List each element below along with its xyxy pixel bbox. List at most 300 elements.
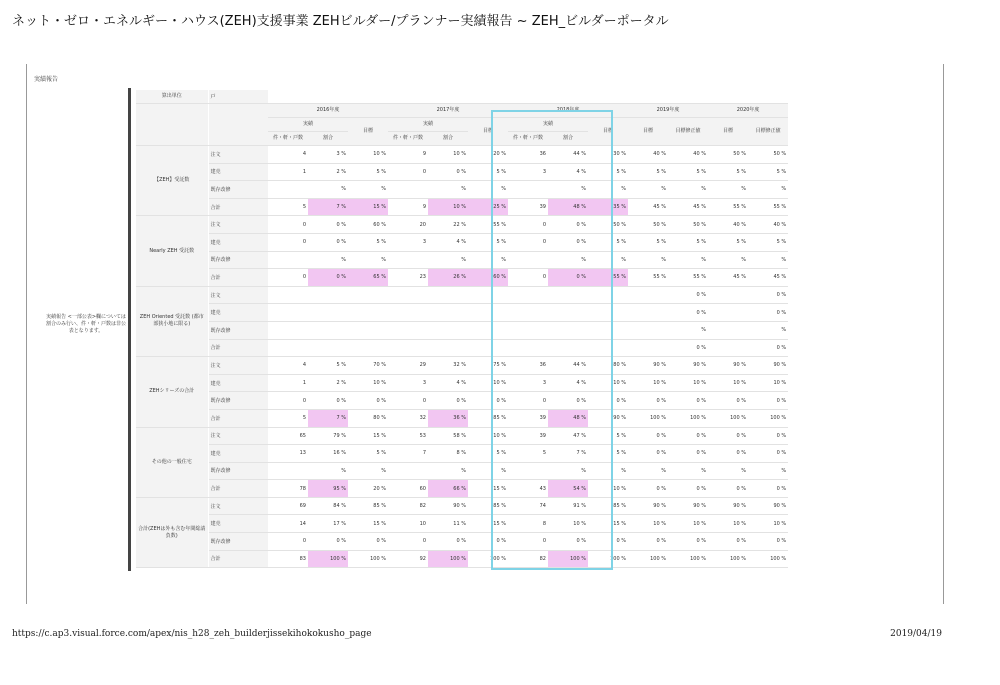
table-cell: 55 % bbox=[668, 269, 708, 287]
table-cell: 0 % bbox=[348, 392, 388, 410]
table-row bbox=[136, 445, 788, 463]
table-cell bbox=[548, 339, 588, 357]
target-2016: 目標 bbox=[348, 118, 388, 146]
table-cell: 0 bbox=[268, 392, 308, 410]
table-cell bbox=[388, 251, 428, 269]
table-cell: 7 bbox=[388, 445, 428, 463]
table-cell: 1 bbox=[268, 163, 308, 181]
row-label: 合計 bbox=[208, 409, 268, 427]
footer-date: 2019/04/19 bbox=[890, 629, 942, 639]
table-cell: 0 % bbox=[628, 392, 668, 410]
table-cell: 79 % bbox=[308, 427, 348, 445]
table-cell: 0 % bbox=[348, 533, 388, 551]
table-cell: 0 % bbox=[308, 269, 348, 287]
table-cell: 55 % bbox=[708, 198, 748, 216]
table-cell: 0 bbox=[268, 533, 308, 551]
table-cell: 45 % bbox=[628, 198, 668, 216]
table-cell: 0 % bbox=[748, 392, 788, 410]
table-cell: 35 % bbox=[588, 198, 628, 216]
table-cell: 23 bbox=[388, 269, 428, 287]
table-row bbox=[136, 146, 788, 164]
table-cell: 14 bbox=[268, 515, 308, 533]
table-cell: 5 % bbox=[348, 445, 388, 463]
ratio-2018: 割合 bbox=[548, 132, 588, 146]
table-cell bbox=[428, 286, 468, 304]
row-label: 注文 bbox=[208, 427, 268, 445]
table-cell: 5 % bbox=[708, 233, 748, 251]
table-cell bbox=[628, 339, 668, 357]
table-cell: % bbox=[668, 462, 708, 480]
table-cell: 5 % bbox=[748, 163, 788, 181]
target-rev-2019: 目標修正値 bbox=[668, 118, 708, 146]
table-cell: 75 % bbox=[468, 357, 508, 375]
table-cell: 58 % bbox=[428, 427, 468, 445]
group-label: その他の一般住宅 bbox=[136, 427, 208, 497]
row-label: 注文 bbox=[208, 497, 268, 515]
table-cell bbox=[388, 321, 428, 339]
table-cell: 0 % bbox=[428, 163, 468, 181]
table-cell: 5 % bbox=[348, 163, 388, 181]
table-cell: 100 % bbox=[348, 550, 388, 568]
table-cell bbox=[508, 462, 548, 480]
table-cell bbox=[468, 321, 508, 339]
table-cell: 0 % bbox=[668, 392, 708, 410]
table-cell: 0 % bbox=[668, 480, 708, 498]
table-cell: 100 % bbox=[668, 550, 708, 568]
row-label: 既存改修 bbox=[208, 462, 268, 480]
table-cell: 85 % bbox=[588, 497, 628, 515]
table-cell: 15 % bbox=[348, 515, 388, 533]
table-cell bbox=[548, 304, 588, 322]
page-title: ネット・ゼロ・エネルギー・ハウス(ZEH)支援事業 ZEHビルダー/プランナー実績報告 ~ ZEH_ビルダーポータル bbox=[12, 14, 669, 29]
table-cell: 90 % bbox=[668, 497, 708, 515]
table-cell: 90 % bbox=[428, 497, 468, 515]
row-label: 建売 bbox=[208, 445, 268, 463]
table-cell: 80 % bbox=[348, 409, 388, 427]
row-label: 既存改修 bbox=[208, 251, 268, 269]
row-label: 注文 bbox=[208, 286, 268, 304]
table-cell: 0 bbox=[268, 216, 308, 234]
table-cell: 48 % bbox=[548, 198, 588, 216]
table-row bbox=[136, 216, 788, 234]
table-cell: 0 % bbox=[588, 392, 628, 410]
table-cell: 50 % bbox=[628, 216, 668, 234]
table-cell: 0 % bbox=[748, 427, 788, 445]
group-label: 【ZEH】受託数 bbox=[136, 146, 208, 216]
table-cell: 3 bbox=[508, 163, 548, 181]
table-cell bbox=[588, 339, 628, 357]
table-cell: 15 % bbox=[588, 515, 628, 533]
table-cell: 0 % bbox=[708, 445, 748, 463]
table-row bbox=[136, 357, 788, 375]
table-cell: % bbox=[348, 181, 388, 199]
table-cell: 7 % bbox=[308, 198, 348, 216]
table-cell: 5 % bbox=[628, 233, 668, 251]
table-cell: % bbox=[428, 462, 468, 480]
table-cell: 0 % bbox=[548, 392, 588, 410]
table-cell: 95 % bbox=[308, 480, 348, 498]
jisseki-2017: 実績 bbox=[388, 118, 468, 132]
table-row bbox=[136, 339, 788, 357]
table-cell: 26 % bbox=[428, 269, 468, 287]
year-2018: 2018年度 bbox=[508, 104, 628, 118]
table-cell: 5 % bbox=[468, 163, 508, 181]
table-cell: 40 % bbox=[668, 146, 708, 164]
table-cell: % bbox=[308, 462, 348, 480]
table-cell: % bbox=[628, 251, 668, 269]
table-cell: % bbox=[428, 251, 468, 269]
table-cell bbox=[708, 339, 748, 357]
table-cell: 32 % bbox=[428, 357, 468, 375]
table-row bbox=[136, 198, 788, 216]
target-2020: 目標 bbox=[708, 118, 748, 146]
row-label: 合計 bbox=[208, 198, 268, 216]
table-cell: 70 % bbox=[348, 357, 388, 375]
group-label: Nearly ZEH 受託数 bbox=[136, 216, 208, 286]
table-cell bbox=[268, 339, 308, 357]
table-cell bbox=[348, 304, 388, 322]
table-cell: 84 % bbox=[308, 497, 348, 515]
table-cell: 10 % bbox=[588, 374, 628, 392]
table-cell: 0 bbox=[388, 392, 428, 410]
table-cell: % bbox=[668, 181, 708, 199]
table-cell: 0 bbox=[388, 533, 428, 551]
table-cell: 55 % bbox=[748, 198, 788, 216]
table-cell: 85 % bbox=[348, 497, 388, 515]
table-cell bbox=[508, 321, 548, 339]
group-label: ZEHシリーズの合計 bbox=[136, 357, 208, 427]
table-cell: 36 bbox=[508, 357, 548, 375]
table-row bbox=[136, 409, 788, 427]
table-cell bbox=[268, 304, 308, 322]
table-cell: 44 % bbox=[548, 357, 588, 375]
table-cell: 100 % bbox=[748, 409, 788, 427]
table-cell: 0 % bbox=[748, 286, 788, 304]
table-row bbox=[136, 233, 788, 251]
table-cell: 0 % bbox=[548, 269, 588, 287]
table-cell: 83 bbox=[268, 550, 308, 568]
table-cell bbox=[468, 286, 508, 304]
table-cell bbox=[428, 321, 468, 339]
table-cell: 45 % bbox=[668, 198, 708, 216]
table-cell: 0 % bbox=[468, 392, 508, 410]
table-cell: 55 % bbox=[628, 269, 668, 287]
table-cell: % bbox=[708, 462, 748, 480]
table-cell: 10 % bbox=[748, 374, 788, 392]
table-cell: 100 % bbox=[588, 550, 628, 568]
table-cell: 10 % bbox=[468, 374, 508, 392]
table-cell: 0 % bbox=[548, 533, 588, 551]
table-cell: 60 bbox=[388, 480, 428, 498]
table-cell: 13 bbox=[268, 445, 308, 463]
table-cell bbox=[628, 304, 668, 322]
table-cell: 9 bbox=[388, 146, 428, 164]
table-cell: 10 bbox=[388, 515, 428, 533]
table-row bbox=[136, 392, 788, 410]
table-cell bbox=[308, 321, 348, 339]
table-cell bbox=[268, 321, 308, 339]
table-cell: 5 % bbox=[588, 163, 628, 181]
table-cell: 39 bbox=[508, 198, 548, 216]
table-cell: 3 bbox=[388, 374, 428, 392]
section-label: 実績報告 bbox=[34, 76, 59, 83]
table-cell: % bbox=[628, 181, 668, 199]
table-cell bbox=[548, 286, 588, 304]
table-cell: 80 % bbox=[588, 357, 628, 375]
table-cell: 25 % bbox=[468, 198, 508, 216]
table-cell: 10 % bbox=[468, 427, 508, 445]
table-row bbox=[136, 427, 788, 445]
table-cell: 50 % bbox=[708, 146, 748, 164]
table-cell: 55 % bbox=[588, 269, 628, 287]
table-cell: 0 % bbox=[668, 304, 708, 322]
table-cell: 100 % bbox=[468, 550, 508, 568]
table-cell: 10 % bbox=[628, 515, 668, 533]
table-cell: 0 % bbox=[308, 216, 348, 234]
table-cell: 10 % bbox=[348, 374, 388, 392]
table-cell: 60 % bbox=[348, 216, 388, 234]
table-cell bbox=[388, 304, 428, 322]
table-cell: 50 % bbox=[588, 216, 628, 234]
table-cell: 5 bbox=[268, 409, 308, 427]
table-cell bbox=[388, 462, 428, 480]
table-cell: 8 % bbox=[428, 445, 468, 463]
table-cell: 36 % bbox=[428, 409, 468, 427]
table-cell bbox=[388, 339, 428, 357]
table-cell: 60 % bbox=[468, 269, 508, 287]
table-cell bbox=[628, 321, 668, 339]
table-cell: 45 % bbox=[708, 269, 748, 287]
table-cell: 90 % bbox=[748, 497, 788, 515]
table-row bbox=[136, 515, 788, 533]
year-2020: 2020年度 bbox=[708, 104, 788, 118]
target-2019: 目標 bbox=[628, 118, 668, 146]
table-cell: 5 % bbox=[468, 233, 508, 251]
table-cell: 48 % bbox=[548, 409, 588, 427]
table-cell: 100 % bbox=[708, 550, 748, 568]
table-cell: 0 bbox=[508, 392, 548, 410]
table-cell: 90 % bbox=[668, 357, 708, 375]
ratio-2017: 割合 bbox=[428, 132, 468, 146]
table-row bbox=[136, 321, 788, 339]
table-cell: 7 % bbox=[548, 445, 588, 463]
table-cell: 0 % bbox=[668, 339, 708, 357]
row-label: 合計 bbox=[208, 480, 268, 498]
table-cell bbox=[308, 304, 348, 322]
table-cell: 22 % bbox=[428, 216, 468, 234]
table-cell: 85 % bbox=[468, 497, 508, 515]
table-cell: 0 bbox=[388, 163, 428, 181]
year-2017: 2017年度 bbox=[388, 104, 508, 118]
table-cell: % bbox=[548, 462, 588, 480]
table-row bbox=[136, 251, 788, 269]
table-cell: 66 % bbox=[428, 480, 468, 498]
table-cell: 10 % bbox=[628, 374, 668, 392]
table-cell: 0 % bbox=[468, 533, 508, 551]
table-cell: 0 % bbox=[308, 392, 348, 410]
table-cell: 54 % bbox=[548, 480, 588, 498]
table-cell: 5 % bbox=[308, 357, 348, 375]
table-cell: 40 % bbox=[748, 216, 788, 234]
table-cell: 0 % bbox=[708, 427, 748, 445]
table-cell bbox=[508, 339, 548, 357]
table-cell: 0 % bbox=[628, 427, 668, 445]
table-cell: 100 % bbox=[428, 550, 468, 568]
table-cell: 45 % bbox=[748, 269, 788, 287]
table-cell: % bbox=[588, 181, 628, 199]
table-cell: 15 % bbox=[468, 480, 508, 498]
table-cell bbox=[268, 181, 308, 199]
table-cell: 20 % bbox=[468, 146, 508, 164]
table-cell: % bbox=[588, 462, 628, 480]
table-cell bbox=[268, 251, 308, 269]
table-cell: 15 % bbox=[348, 427, 388, 445]
unit-row bbox=[136, 90, 788, 104]
table-cell: 30 % bbox=[588, 146, 628, 164]
table-cell: 0 % bbox=[628, 480, 668, 498]
ratio-2016: 割合 bbox=[308, 132, 348, 146]
table-cell: 4 bbox=[268, 357, 308, 375]
table-cell: 50 % bbox=[668, 216, 708, 234]
table-cell: 0 % bbox=[748, 480, 788, 498]
table-cell: 0 % bbox=[748, 339, 788, 357]
table-cell: % bbox=[748, 181, 788, 199]
table-cell: 15 % bbox=[468, 515, 508, 533]
table-cell: % bbox=[468, 251, 508, 269]
table-cell bbox=[628, 286, 668, 304]
table-cell bbox=[308, 286, 348, 304]
footer-url: https://c.ap3.visual.force.com/apex/nis_h28_zeh_builderjissekihokokusho_page bbox=[12, 629, 372, 639]
table-row bbox=[136, 269, 788, 287]
target-rev-2020: 目標修正値 bbox=[748, 118, 788, 146]
table-cell: 10 % bbox=[668, 374, 708, 392]
table-cell bbox=[348, 339, 388, 357]
table-cell: 40 % bbox=[708, 216, 748, 234]
count-2016: 件・軒・戸数 bbox=[268, 132, 308, 146]
table-cell: 85 % bbox=[468, 409, 508, 427]
table-cell: 0 % bbox=[668, 533, 708, 551]
table-cell: 0 % bbox=[668, 427, 708, 445]
table-cell: % bbox=[348, 462, 388, 480]
table-cell: 0 bbox=[268, 269, 308, 287]
table-row bbox=[136, 462, 788, 480]
table-cell: 4 % bbox=[428, 374, 468, 392]
table-row bbox=[136, 497, 788, 515]
row-label: 合計 bbox=[208, 339, 268, 357]
row-label: 注文 bbox=[208, 357, 268, 375]
table-cell: 4 % bbox=[548, 374, 588, 392]
table-cell: 90 % bbox=[708, 497, 748, 515]
table-cell: 5 bbox=[268, 198, 308, 216]
count-2017: 件・軒・戸数 bbox=[388, 132, 428, 146]
table-cell bbox=[508, 304, 548, 322]
table-cell: 74 bbox=[508, 497, 548, 515]
jisseki-2018: 実績 bbox=[508, 118, 588, 132]
table-cell: 100 % bbox=[628, 550, 668, 568]
table-cell: 69 bbox=[268, 497, 308, 515]
table-cell: 10 % bbox=[708, 515, 748, 533]
year-2019: 2019年度 bbox=[628, 104, 708, 118]
table-cell: % bbox=[548, 181, 588, 199]
table-cell: 20 bbox=[388, 216, 428, 234]
table-cell bbox=[268, 286, 308, 304]
table-cell: 7 % bbox=[308, 409, 348, 427]
table-cell: 4 % bbox=[548, 163, 588, 181]
table-cell: 5 % bbox=[628, 163, 668, 181]
table-cell: % bbox=[468, 462, 508, 480]
unit-value: 戸 bbox=[208, 90, 268, 104]
table-cell: 55 % bbox=[468, 216, 508, 234]
table-cell: % bbox=[588, 251, 628, 269]
table-cell: 0 % bbox=[548, 216, 588, 234]
table-cell: 10 % bbox=[748, 515, 788, 533]
table-cell: 2 % bbox=[308, 163, 348, 181]
table-cell: 0 bbox=[508, 233, 548, 251]
table-cell bbox=[388, 286, 428, 304]
side-note: 実績報告 <一部公表>欄については割合のみ行い、件・軒・戸数は非公表となります。 bbox=[46, 314, 127, 334]
table-cell: 78 bbox=[268, 480, 308, 498]
table-cell: 90 % bbox=[708, 357, 748, 375]
table-cell: 20 % bbox=[348, 480, 388, 498]
table-cell: % bbox=[428, 181, 468, 199]
table-cell: 44 % bbox=[548, 146, 588, 164]
table-cell: 0 % bbox=[588, 533, 628, 551]
table-cell: 65 bbox=[268, 427, 308, 445]
year-2016: 2016年度 bbox=[268, 104, 388, 118]
table-cell bbox=[508, 286, 548, 304]
table-cell: 11 % bbox=[428, 515, 468, 533]
unit-label: 算出単位 bbox=[136, 90, 208, 104]
table-cell: 32 bbox=[388, 409, 428, 427]
table-cell: 5 % bbox=[468, 445, 508, 463]
table-cell: 90 % bbox=[748, 357, 788, 375]
table-cell: 17 % bbox=[308, 515, 348, 533]
table-cell bbox=[708, 321, 748, 339]
table-cell: 0 % bbox=[548, 233, 588, 251]
table-cell: 0 % bbox=[708, 480, 748, 498]
table-row bbox=[136, 533, 788, 551]
table-cell: 90 % bbox=[628, 497, 668, 515]
table-cell: 0 % bbox=[748, 445, 788, 463]
table-cell: 100 % bbox=[548, 550, 588, 568]
table-cell: 10 % bbox=[708, 374, 748, 392]
table-cell: 0 bbox=[268, 233, 308, 251]
table-cell bbox=[348, 321, 388, 339]
table-cell: 5 % bbox=[708, 163, 748, 181]
table-cell: 4 % bbox=[428, 233, 468, 251]
table-cell: 3 % bbox=[308, 146, 348, 164]
table-cell: % bbox=[708, 251, 748, 269]
row-label: 合計 bbox=[208, 269, 268, 287]
table-cell: 100 % bbox=[748, 550, 788, 568]
table-cell: % bbox=[548, 251, 588, 269]
table-cell bbox=[588, 304, 628, 322]
table-cell: % bbox=[308, 251, 348, 269]
table-cell bbox=[708, 304, 748, 322]
table-cell: 47 % bbox=[548, 427, 588, 445]
table-row bbox=[136, 304, 788, 322]
table-cell bbox=[388, 181, 428, 199]
table-cell: 0 bbox=[508, 533, 548, 551]
table-cell bbox=[268, 462, 308, 480]
table-cell: 0 % bbox=[748, 533, 788, 551]
table-cell: 53 bbox=[388, 427, 428, 445]
table-cell: 36 bbox=[508, 146, 548, 164]
row-label: 既存改修 bbox=[208, 181, 268, 199]
table-cell: 0 % bbox=[708, 392, 748, 410]
table-cell: % bbox=[668, 321, 708, 339]
table-row bbox=[136, 181, 788, 199]
